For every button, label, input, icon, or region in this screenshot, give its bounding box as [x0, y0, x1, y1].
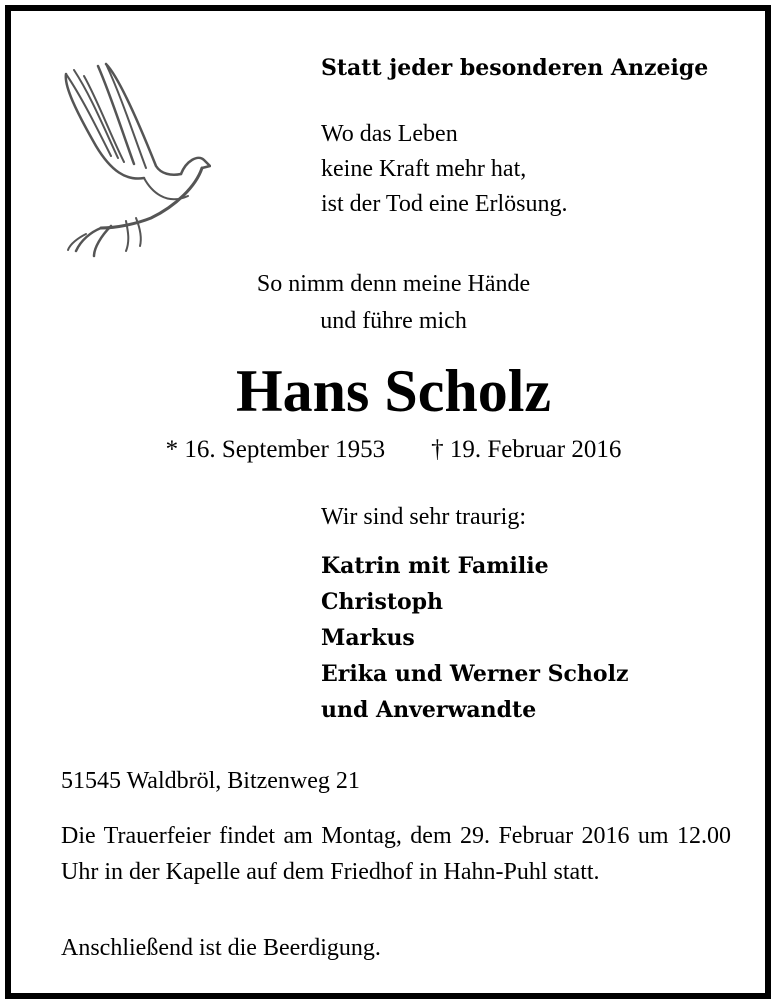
list-item: und Anverwandte — [321, 697, 537, 723]
verse-block — [321, 117, 568, 222]
verse-line: Wo das Leben — [321, 121, 458, 147]
obituary-frame — [5, 5, 771, 999]
birth-date: * 16. September 1953 — [165, 436, 386, 463]
death-date: † 19. Februar 2016 — [431, 436, 622, 463]
life-dates — [11, 435, 775, 465]
family-address: 51545 Waldbröl, Bitzenweg 21 — [61, 768, 360, 794]
verse-line: keine Kraft mehr hat, — [321, 156, 527, 182]
ceremony-info: Die Trauerfeier findet am Montag, dem 29. Februar 2016 um 12.00 Uhr in der Kapelle auf dem Friedhof in Hahn-Puhl statt. — [61, 823, 731, 885]
mourners-list — [321, 548, 628, 728]
verse2-line: und führe mich — [320, 308, 467, 334]
deceased-name: Hans Scholz — [235, 358, 552, 424]
header-notice: Statt jeder besonderen Anzeige — [321, 55, 709, 81]
list-item: Christoph — [321, 589, 444, 615]
burial-info: Anschließend ist die Beerdigung. — [61, 935, 381, 961]
list-item: Katrin mit Familie — [321, 553, 549, 579]
verse2-line: So nimm denn meine Hände — [256, 271, 531, 297]
dove-icon — [56, 56, 211, 266]
verse-line: ist der Tod eine Erlösung. — [321, 191, 568, 217]
verse-block-2 — [11, 266, 775, 340]
list-item: Markus — [321, 625, 415, 651]
list-item: Erika und Werner Scholz — [321, 661, 629, 687]
mourners-intro: Wir sind sehr traurig: — [321, 504, 526, 530]
